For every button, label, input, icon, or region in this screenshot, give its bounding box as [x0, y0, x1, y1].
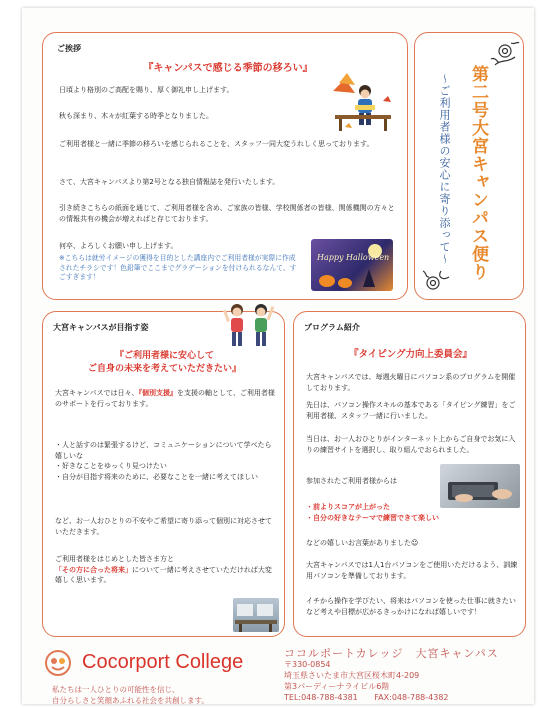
greeting-section [42, 32, 408, 300]
goal-bullet-2: ・好きなことをゆっくり見つけたい [55, 462, 167, 470]
contact-numbers [284, 692, 499, 703]
goal-paragraph-3 [55, 554, 277, 586]
masthead-subtitle: 〜ご利用者様の安心に寄り添って〜 [438, 73, 451, 265]
postal-code: 〒330-0854 [284, 660, 331, 669]
program-paragraph-6: 大宮キャンパスでは1人1台パソコンをご使用いただけるよう、訓練用パソコンを準備しております。 [306, 561, 518, 580]
goal-paragraph-3-line-1: ご利用者様をはじめとした皆さま方と [55, 555, 174, 563]
program-quote-1: ・前よりスコアが上がった [306, 503, 390, 511]
program-title: 『タイピング力向上委員会』 [348, 349, 473, 360]
goal-heading: 大宮キャンパスが目指す姿 [53, 323, 149, 332]
cocorport-logo-icon [40, 648, 76, 678]
halloween-card-text: Happy Halloween [317, 253, 390, 262]
greeting-paragraph-6: 何卒、よろしくお願い申し上げます。 [59, 242, 178, 250]
goal-paragraph-1-text: 大宮キャンパスでは日々、 [55, 389, 139, 397]
halloween-card-image [311, 239, 393, 291]
goal-bullet-3: ・自分が目指す将来のために、必要なことを一緒に考えてほしい [55, 473, 258, 481]
address-line-2: 第3パーディーナライビル6階 [284, 682, 390, 691]
program-paragraph-5: などの嬉しいお言葉がありました☺ [306, 539, 419, 547]
program-paragraph-4: 参加されたご利用者様からは [306, 477, 397, 485]
goal-individual-support-highlight: 『個別支援』 [138, 389, 178, 397]
campus-room-photo [233, 598, 279, 632]
goal-section [42, 311, 285, 637]
program-paragraph-3: 当日は、お一人おひとりがインターネット上からご自身でお気に入りの練習サイトを選択し、取り組んでおられました。 [306, 435, 516, 454]
tel-number: TEL:048-788-4381 [284, 693, 358, 702]
cocorport-logo-text: Cocorport College [82, 651, 244, 673]
slogan-line-1: 私たちは一人ひとりの可能性を信じ、 [52, 685, 180, 694]
greeting-paragraph-4: さて、大宮キャンパスより第2号となる独自情報誌を発行いたします。 [59, 178, 280, 186]
masthead [414, 32, 524, 300]
program-paragraph-1: 大宮キャンパスでは、毎週火曜日にパソコン系のプログラムを開催しております。 [306, 373, 516, 392]
greeting-title: 『キャンパスで感じる季節の移ろい』 [143, 63, 313, 74]
greeting-paragraph-5: 引き続きこちらの紙面を通じて、ご利用者様を含め、ご家族の皆様、学校関係者の皆様、関係機関の方々との情報共有の機会が増えればと存じております。 [59, 204, 395, 223]
goal-title-line-2: ご自身の未来を考えていただきたい』 [87, 364, 241, 374]
program-paragraph-7: イチから操作を学びたい、将来はパソコンを使った仕事に就きたいなど考えや目標が広がるきっかけになれば嬉しいです！ [306, 597, 516, 616]
goal-paragraph-1 [55, 388, 277, 409]
children-illustration [221, 300, 279, 350]
typing-photo [440, 464, 520, 508]
flower-ornament-icon [485, 37, 521, 73]
program-heading: プログラム紹介 [304, 323, 360, 332]
program-section [293, 311, 526, 637]
goal-paragraph-1-text-end: を支援の軸として、ご利用者様のサポートを行っております。 [55, 389, 275, 408]
program-quote-2: ・自分の好きなテーマで練習できて楽しい [306, 514, 439, 522]
campus-address [284, 648, 499, 703]
newsletter-page [22, 8, 534, 704]
goal-future-highlight: 「その方に合った将来」 [55, 565, 132, 574]
goal-paragraph-2: など、お一人おひとりの不安やご希望に寄り添って個別に対応させていただきます。 [55, 517, 272, 536]
goal-title [47, 350, 282, 376]
goal-paragraph-3-text: について一緒に考えさせていただければ大変嬉しく思います。 [55, 565, 272, 584]
greeting-paragraph-2: 秋も深まり、木々が紅葉する時季となりました。 [59, 112, 213, 120]
greeting-paragraph-1: 日頃より格別のご高配を賜り、厚く御礼申し上げます。 [59, 86, 234, 94]
program-paragraph-2: 先日は、パソコン操作スキルの基本である「タイピング練習」をご利用者様、スタッフ一緒に行いました。 [306, 401, 516, 420]
greeting-paragraph-3: ご利用者様と一緒に季節の移ろいを感じられることを、スタッフ一同大変うれしく思っております。 [59, 140, 374, 148]
greeting-heading: ご挨拶 [57, 44, 81, 53]
address-line-1: 埼玉県さいたま市大宮区桜木町4-209 [284, 671, 420, 680]
campus-name: ココルポートカレッジ 大宮キャンパス [284, 647, 499, 660]
slogan [52, 684, 209, 706]
slogan-line-2: 自分らしさと笑顔あふれる社会を共創します。 [52, 696, 209, 705]
fax-number: FAX:048-788-4382 [374, 693, 449, 702]
goal-bullet-1: ・人と話すのは緊張するけど、コミュニケーションについて学べたら嬉しいな [55, 441, 272, 460]
goal-title-line-1: 『ご利用者様に安心して [114, 351, 214, 361]
autumn-bench-illustration [325, 73, 397, 135]
flower-ornament-icon [419, 263, 455, 297]
greeting-note: ※こちらは就労イメージの獲得を目的とした講座内でご利用者様が実際に作成されたチラシです！色鉛筆でここまでグラデーションを付けられるなんて、すごすぎます！ [59, 254, 297, 281]
masthead-title: 第二号大宮キャンパス便り [468, 65, 488, 281]
cocorport-logo [40, 648, 270, 678]
